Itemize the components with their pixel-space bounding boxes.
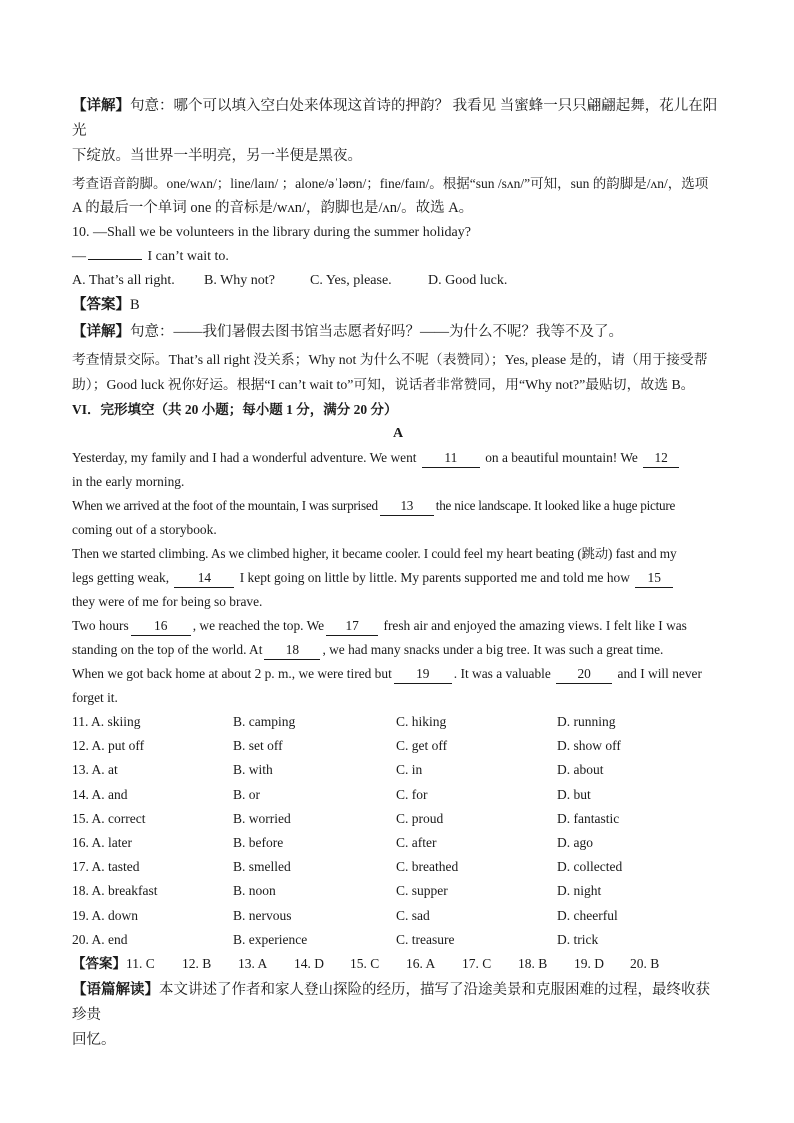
document-page: [72, 94, 724, 1053]
question-row-16: 16. A. later B. before C. after D. ago: [72, 835, 593, 851]
blank-17: 17: [326, 617, 378, 636]
passage-line-6: legs getting weak, 14 I kept going on little by little. My parents supported me and told me how 15: [72, 566, 724, 590]
passage-line-1: Yesterday, my family and I had a wonderful adventure. We went 11 on a beautiful mountain! We 12: [72, 446, 724, 470]
q10-detail-line-2: 考查情景交际。That’s all right 没关系；Why not 为什么不呢（表赞同）；Yes, please 是的，请（用于接受帮: [72, 352, 708, 367]
blank-20: 20: [556, 665, 612, 684]
passage-line-9: standing on the top of the world. At 18 , we had many snacks under a big tree. It was such a great time.: [72, 638, 724, 662]
question-row-12: 12. A. put off B. set off C. get off D. show off: [72, 738, 621, 754]
passage-line-4: coming out of a storybook.: [72, 522, 217, 537]
question-row-14: 14. A. and B. or C. for D. but: [72, 786, 591, 802]
question-row-17: 17. A. tasted B. smelled C. breathed D. collected: [72, 859, 623, 875]
passage-line-7: they were of me for being so brave.: [72, 594, 263, 609]
blank-16: 16: [131, 617, 191, 636]
detail-line-4: A 的最后一个单词 one 的音标是/wʌn/，韵脚也是/ʌn/。故选 A。: [72, 200, 474, 216]
q10-reply: — I can’t wait to.: [72, 249, 229, 264]
passage-line-5: Then we started climbing. As we climbed higher, it became cooler. I could feel my heart beating (跳动) fast and my: [72, 546, 677, 561]
passage-line-3: When we arrived at the foot of the mountain, I was surprised 13 the nice landscape. It looked like a huge picture: [72, 494, 724, 518]
passage-line-2: in the early morning.: [72, 474, 185, 489]
question-row-18: 18. A. breakfast B. noon C. supper D. night: [72, 883, 602, 899]
detail-line-3: 考查语音韵脚。one/wʌn/；line/laɪn/ ；alone/əˈləʊn/；fine/faɪn/。根据“sun /sʌn/”可知，sun 的韵脚是/ʌn/，选项: [72, 176, 709, 191]
answers-line: 【答案】11. C 12. B 13. A 14. D 15. C 16. A 17. C 18. B 19. D 20. B: [72, 956, 660, 972]
q10-option-d: D. Good luck.: [428, 273, 508, 288]
q10-detail-line-3: 助）；Good luck 祝你好运。根据“I can’t wait to”可知，说话者非常赞同，用“Why not?”最贴切，故选 B。: [72, 377, 695, 392]
question-row-11: 11. A. skiing B. camping C. hiking D. running: [72, 714, 616, 729]
q10-options: [72, 269, 724, 293]
blank-12: 12: [643, 449, 679, 468]
question-row-13: 13. A. at B. with C. in D. about: [72, 762, 604, 778]
options-list: [72, 710, 724, 952]
detail-line-2: 下绽放。当世界一半明亮，另一半便是黑夜。: [72, 148, 362, 164]
detail-label: 【详解】: [72, 98, 130, 114]
blank-19: 19: [394, 665, 452, 684]
blank-15: 15: [635, 569, 673, 588]
question-row-19: 19. A. down B. nervous C. sad D. cheerful: [72, 907, 618, 923]
q10-option-c: C. Yes, please.: [310, 273, 392, 288]
summary-line-2: 回忆。: [72, 1032, 116, 1049]
blank-18: 18: [264, 641, 320, 660]
question-row-20: 20. A. end B. experience C. treasure D. trick: [72, 931, 599, 947]
question-row-15: 15. A. correct B. worried C. proud D. fantastic: [72, 810, 620, 826]
blank-14: 14: [174, 569, 234, 588]
blank-11: 11: [422, 449, 480, 468]
passage-line-11: forget it.: [72, 690, 118, 705]
blank-13: 13: [380, 497, 434, 516]
detail-line-1: 【详解】句意：哪个可以填入空白处来体现这首诗的押韵？ 我看见 当蜜蜂一只只翩翩起舞，花儿在阳光: [72, 98, 718, 139]
q10-answer: 【答案】B: [72, 297, 140, 313]
section-heading: VI．完形填空（共 20 小题；每小题 1 分，满分 20 分）: [72, 402, 398, 417]
passage-line-10: When we got back home at about 2 p. m., we were tired but 19 . It was a valuable 20 and I will never: [72, 662, 724, 686]
part-label: A: [392, 426, 404, 441]
summary-line-1: 【语篇解读】本文讲述了作者和家人登山探险的经历，描写了沿途美景和克服困难的过程，最终收获珍贵: [72, 982, 710, 1024]
q10-stem: 10. —Shall we be volunteers in the library during the summer holiday?: [72, 225, 471, 240]
q10-option-a: A. That’s all right.: [72, 273, 175, 288]
q10-blank: [88, 259, 142, 260]
q10-detail-line-1: 【详解】句意：——我们暑假去图书馆当志愿者好吗？——为什么不呢？我等不及了。: [72, 324, 623, 340]
q10-option-b: B. Why not?: [204, 273, 275, 288]
passage-line-8: Two hours 16 , we reached the top. We 17 fresh air and enjoyed the amazing views. I felt like I was: [72, 614, 724, 638]
